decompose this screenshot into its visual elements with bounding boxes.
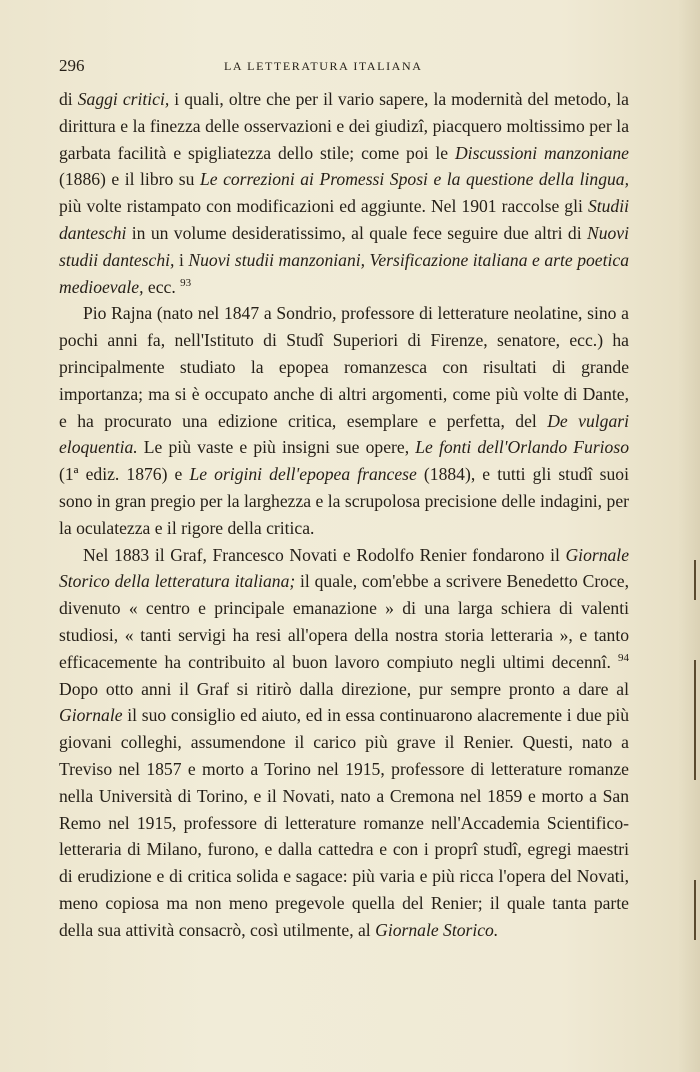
paragraph <box>59 542 629 944</box>
text-run: i quali, oltre che per il vario sapere, la modernità del metodo, la dirittura e la finezza delle osservazioni e dei giudizî, piacquero moltissimo per la garbata facilità e spigliatezza dello stile; come poi le <box>59 89 629 163</box>
text-run: Pio Rajna (nato nel 1847 a Sondrio, professore di letterature neolatine, sino a pochi anni fa, nell'Istituto di Studî Superiori di Firenze, senatore, ecc.) ha principalmente studiato la epopea romanzesca con risultati di grande importanza; ma si è occupato anche di altri argomenti, come più volte di Dante, e ha procurato una edizione critica, esemplare e perfetta, del <box>59 303 629 431</box>
italic-title: Nuovi studii danteschi, <box>59 222 629 270</box>
italic-title: Le fonti dell'Orlando Furioso <box>415 437 629 458</box>
text-run: (1884), e tutti gli studî suoi sono in gran pregio per la larghezza e la scrupolosa precisione delle indagini, per la oculatezza e il rigore della critica. <box>59 464 629 538</box>
italic-title: Studii danteschi <box>59 196 629 243</box>
text-run: Le più vaste e più insigni sue opere, <box>137 437 416 458</box>
page-edge-mark <box>694 880 696 940</box>
text-run: il quale, com'ebbe a scrivere Benedetto Croce, divenuto « centro e principale emanazione » di una larga schiera di valenti studiosi, « tanti servigi ha resi all'opera della nostra storia letteraria », e tanto efficacemente ha contribuito al buon lavoro compiuto negli ultimi decennî. <box>59 571 629 672</box>
text-run: in un volume desideratissimo, al quale fece seguire due altri di <box>126 222 587 243</box>
text-run: Dopo otto anni il Graf si ritirò dalla direzione, pur sempre pronto a dare al <box>59 678 629 699</box>
italic-title: Giornale Storico della letteratura italiana; <box>59 544 629 592</box>
italic-title: Le correzioni ai Promessi Sposi e la questione della lingua, <box>199 169 629 190</box>
italic-title: De vulgari eloquentia. <box>59 410 629 458</box>
italic-title: Giornale Storico. <box>375 919 499 940</box>
text-run: (1ª ediz. 1876) e <box>59 464 190 485</box>
page-edge-mark <box>694 660 696 780</box>
text-run: il suo consiglio ed aiuto, ed in essa continuarono alacremente i due più giovani colleghi, assumendone il carico più grave il Renier. Questi, nato a Treviso nel 1857 e morto a Torino nel 1915, professore di letterature romanze nella Università di Torino, e il Novati, nato a Cremona nel 1859 e morto a San Remo nel 1915, professore di letterature romanze nell'Accademia Scientifico-letteraria di Milano, furono, e dalla cattedra e con i proprî studî, egregi maestri di erudizione e di critica solida e sagace: più varia e più ricca l'opera del Novati, meno copiosa ma non meno pregevole quella del Renier; il quale tanta parte della sua attività consacrò, così utilmente, al <box>59 705 629 940</box>
italic-title: Giornale <box>59 705 123 726</box>
italic-title: Le origini dell'epopea francese <box>189 464 417 485</box>
footnote-marker: 93 <box>180 276 192 289</box>
page-edge-shadow <box>678 0 700 1072</box>
paragraph <box>59 86 629 300</box>
text-run: più volte ristampato con modificazioni ed aggiunte. Nel 1901 raccolse gli <box>59 196 588 217</box>
paragraph <box>59 300 629 541</box>
running-title: LA LETTERATURA ITALIANA <box>224 59 423 73</box>
page-number: 296 <box>59 56 85 75</box>
body-text <box>59 86 629 944</box>
text-run: ecc. <box>143 276 181 297</box>
text-run: Nel 1883 il Graf, Francesco Novati e Rodolfo Renier fondarono il <box>83 544 566 565</box>
footnote-marker: 94 <box>618 651 629 664</box>
text-run: i <box>174 249 189 270</box>
page-edge-mark <box>694 560 696 600</box>
text-run: di <box>59 89 78 109</box>
italic-title: Discussioni manzoniane <box>454 142 629 163</box>
italic-title: Nuovi studii manzoniani, Versificazione italiana e arte poetica medioevale, <box>59 249 629 297</box>
page-header <box>59 55 629 77</box>
italic-title: Saggi critici, <box>77 89 170 109</box>
text-run: (1886) e il libro su <box>59 169 200 190</box>
